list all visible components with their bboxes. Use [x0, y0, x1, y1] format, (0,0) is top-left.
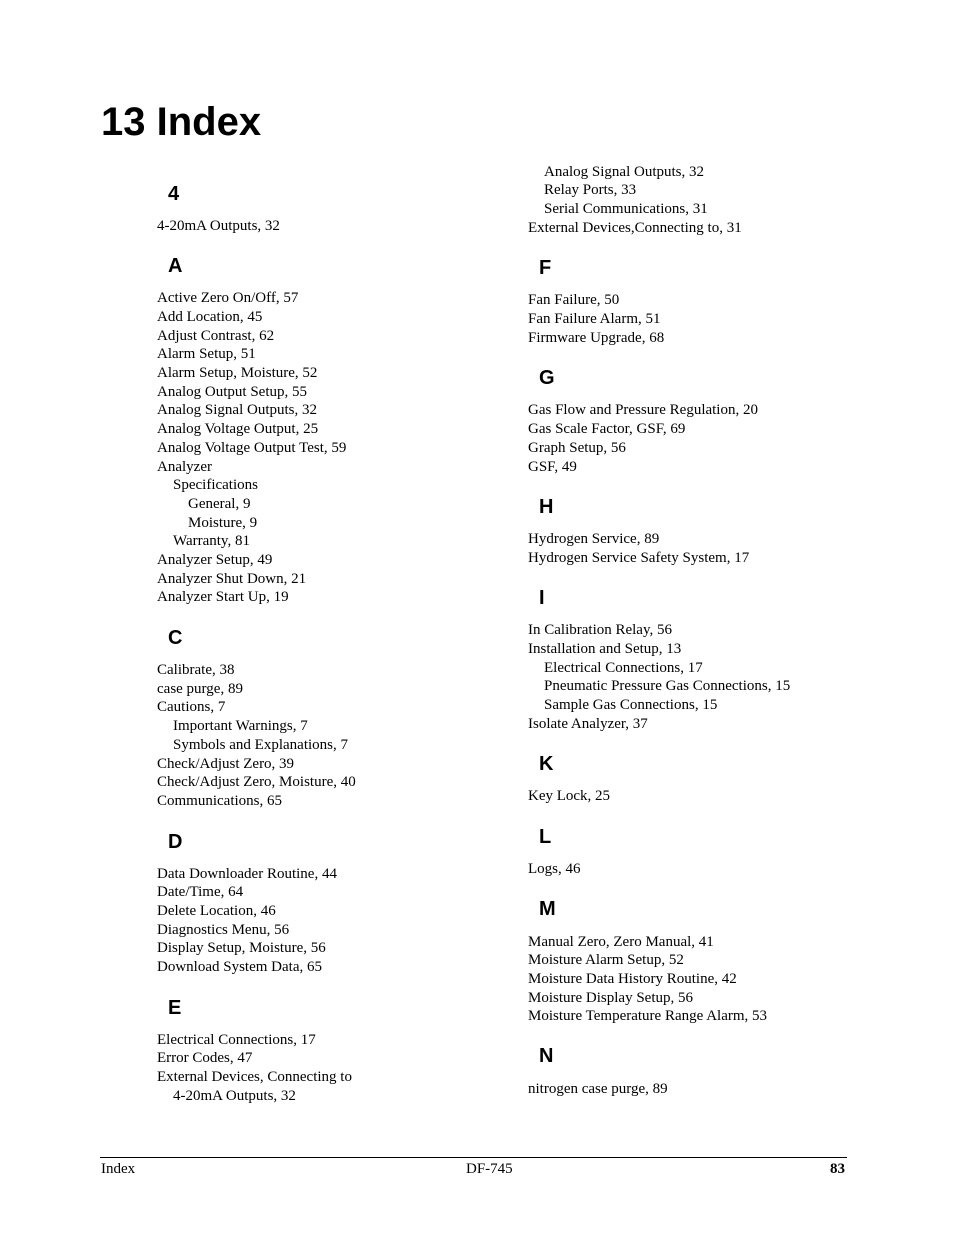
index-letter-heading: 4	[168, 183, 180, 205]
footer-section-label: Index	[101, 1161, 136, 1177]
footer-page-number: 83	[830, 1161, 845, 1177]
index-entry-alarm-setup-moisture-52: Alarm Setup, Moisture, 52	[157, 365, 318, 381]
index-entry-gas-flow-and-pressure-regulation-20: Gas Flow and Pressure Regulation, 20	[528, 402, 758, 418]
index-letter-heading: G	[539, 367, 555, 389]
index-entry-hydrogen-service-89: Hydrogen Service, 89	[528, 531, 660, 547]
index-entry-diagnostics-menu-56: Diagnostics Menu, 56	[157, 922, 290, 938]
index-subentry-symbols-and-explanations-7: Symbols and Explanations, 7	[173, 737, 348, 753]
index-subentry-4-20ma-outputs-32: 4-20mA Outputs, 32	[173, 1088, 296, 1104]
index-entry-installation-and-setup-13: Installation and Setup, 13	[528, 641, 682, 657]
index-entry-alarm-setup-51: Alarm Setup, 51	[157, 346, 256, 362]
index-entry-moisture-alarm-setup-52: Moisture Alarm Setup, 52	[528, 952, 684, 968]
index-subentry-warranty-81: Warranty, 81	[173, 533, 250, 549]
index-entry-error-codes-47: Error Codes, 47	[157, 1050, 253, 1066]
index-entry-key-lock-25: Key Lock, 25	[528, 788, 611, 804]
index-subentry-relay-ports-33: Relay Ports, 33	[544, 182, 637, 198]
index-entry-analog-voltage-output-test-59: Analog Voltage Output Test, 59	[157, 440, 347, 456]
index-subentry-moisture-9: Moisture, 9	[188, 515, 258, 531]
index-entry-moisture-temperature-range-alarm-53: Moisture Temperature Range Alarm, 53	[528, 1008, 768, 1024]
index-subentry-pneumatic-pressure-gas-connections-15: Pneumatic Pressure Gas Connections, 15	[544, 678, 791, 694]
index-letter-heading: M	[539, 898, 556, 920]
index-entry-electrical-connections-17: Electrical Connections, 17	[157, 1032, 316, 1048]
index-entry-analog-signal-outputs-32: Analog Signal Outputs, 32	[157, 402, 317, 418]
index-entry-firmware-upgrade-68: Firmware Upgrade, 68	[528, 330, 665, 346]
index-entry-download-system-data-65: Download System Data, 65	[157, 959, 322, 975]
index-letter-heading: C	[168, 627, 183, 649]
index-entry-fan-failure-alarm-51: Fan Failure Alarm, 51	[528, 311, 661, 327]
index-entry-analyzer-shut-down-21: Analyzer Shut Down, 21	[157, 571, 307, 587]
index-subentry-important-warnings-7: Important Warnings, 7	[173, 718, 308, 734]
index-subentry-analog-signal-outputs-32: Analog Signal Outputs, 32	[544, 164, 704, 180]
index-entry-gsf-49: GSF, 49	[528, 459, 577, 475]
index-entry-analog-voltage-output-25: Analog Voltage Output, 25	[157, 421, 319, 437]
index-letter-heading: L	[539, 826, 552, 848]
index-entry-nitrogen-case-purge-89: nitrogen case purge, 89	[528, 1081, 668, 1097]
index-entry-analyzer-setup-49: Analyzer Setup, 49	[157, 552, 273, 568]
index-letter-heading: F	[539, 257, 552, 279]
index-entry-data-downloader-routine-44: Data Downloader Routine, 44	[157, 866, 337, 882]
index-entry-analyzer-start-up-19: Analyzer Start Up, 19	[157, 589, 289, 605]
index-entry-add-location-45: Add Location, 45	[157, 309, 263, 325]
index-entry-moisture-display-setup-56: Moisture Display Setup, 56	[528, 990, 693, 1006]
index-entry-adjust-contrast-62: Adjust Contrast, 62	[157, 328, 275, 344]
index-letter-heading: N	[539, 1045, 554, 1067]
index-subentry-serial-communications-31: Serial Communications, 31	[544, 201, 708, 217]
index-entry-display-setup-moisture-56: Display Setup, Moisture, 56	[157, 940, 326, 956]
index-subentry-general-9: General, 9	[188, 496, 251, 512]
footer-document-id: DF-745	[466, 1161, 513, 1177]
index-letter-heading: D	[168, 831, 183, 853]
page-title: 13 Index	[101, 100, 262, 144]
index-entry-manual-zero-zero-manual-41: Manual Zero, Zero Manual, 41	[528, 934, 714, 950]
index-letter-heading: H	[539, 496, 554, 518]
index-entry-external-devices-connecting-to-31: External Devices,Connecting to, 31	[528, 220, 742, 236]
index-entry-4-20ma-outputs-32: 4-20mA Outputs, 32	[157, 218, 280, 234]
index-entry-check-adjust-zero-moisture-40: Check/Adjust Zero, Moisture, 40	[157, 774, 356, 790]
index-letter-heading: A	[168, 255, 183, 277]
index-entry-cautions-7: Cautions, 7	[157, 699, 226, 715]
index-subentry-specifications: Specifications	[173, 477, 258, 493]
index-subentry-sample-gas-connections-15: Sample Gas Connections, 15	[544, 697, 718, 713]
index-entry-gas-scale-factor-gsf-69: Gas Scale Factor, GSF, 69	[528, 421, 686, 437]
index-entry-graph-setup-56: Graph Setup, 56	[528, 440, 626, 456]
index-entry-external-devices-connecting-to: External Devices, Connecting to	[157, 1069, 352, 1085]
index-entry-isolate-analyzer-37: Isolate Analyzer, 37	[528, 716, 648, 732]
index-entry-analyzer: Analyzer	[157, 459, 212, 475]
index-entry-check-adjust-zero-39: Check/Adjust Zero, 39	[157, 756, 295, 772]
index-entry-date-time-64: Date/Time, 64	[157, 884, 244, 900]
index-entry-communications-65: Communications, 65	[157, 793, 282, 809]
index-entry-fan-failure-50: Fan Failure, 50	[528, 292, 620, 308]
index-letter-heading: K	[539, 753, 554, 775]
index-letter-heading: I	[539, 587, 545, 609]
index-subentry-electrical-connections-17: Electrical Connections, 17	[544, 660, 703, 676]
index-entry-hydrogen-service-safety-system-17: Hydrogen Service Safety System, 17	[528, 550, 750, 566]
footer-divider	[100, 1157, 847, 1158]
index-entry-delete-location-46: Delete Location, 46	[157, 903, 276, 919]
index-entry-case-purge-89: case purge, 89	[157, 681, 243, 697]
index-entry-calibrate-38: Calibrate, 38	[157, 662, 235, 678]
index-entry-moisture-data-history-routine-42: Moisture Data History Routine, 42	[528, 971, 737, 987]
index-entry-logs-46: Logs, 46	[528, 861, 581, 877]
index-letter-heading: E	[168, 997, 182, 1019]
index-entry-active-zero-on-off-57: Active Zero On/Off, 57	[157, 290, 299, 306]
index-entry-in-calibration-relay-56: In Calibration Relay, 56	[528, 622, 672, 638]
index-entry-analog-output-setup-55: Analog Output Setup, 55	[157, 384, 307, 400]
